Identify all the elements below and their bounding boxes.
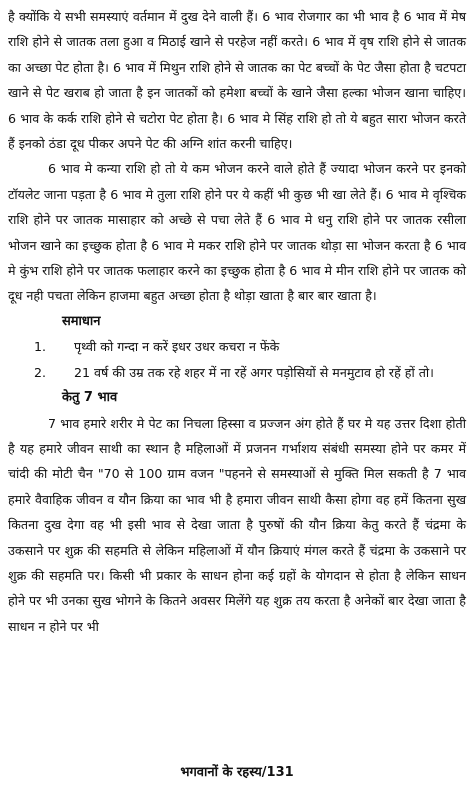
paragraph-3: 7 भाव हमारे शरीर मे पेट का निचला हिस्सा व प्रज्जन अंग होते हैं घर मे यह उत्तर दिशा होती है यह हमारे जीवन साथी का स्थान है महिलाओं में प्रजनन गर्भाशय संबंधी समस्या होने पर कमर में चांदी की मोटी चैन "70 से 100 ग्राम वजन "पहनने से समस्याओं से मुक्ति मिल सकती है 7 भाव हमारे वैवाहिक जीवन व यौन क्रिया का भाव भी है हमारा जीवन साथी कैसा होगा वह हमें कितना सुख कितना दुख देगा वह भी इसी भाव से देखा जाता है पुरुषों की यौन क्रिया केतु करते हैं चंद्रमा के उकसाने पर शुक्र की सहमति से लेकिन महिलाओं में यौन क्रियाएं मंगल करते हैं चंद्रमा के उकसाने पर शुक्र की सहमति पर। किसी भी प्रकार के साधन होना कई ग्रहों के योगदान से होता है लेकिन साधन होने पर भी उनका सुख भोगने के कितने अवसर मिलेंगे यह शुक्र तय करता है अनेकों बार देखा जाता है साधन न होने पर भी xyxy=(8,415,466,634)
paragraph-1: है क्योंकि ये सभी समस्याएं वर्तमान में दुख देने वाली हैं। 6 भाव रोजगार का भी भाव है 6 भाव में मेष राशि होने से जातक तला हुआ व मिठाई खाने से परहेज नहीं करते। 6 भाव में वृष राशि होने से जातक का अच्छा पेट होता है। 6 भाव में मिथुन राशि होने से जातक का पेट बच्चों के पेट जैसा होता है चटपटा खाने से पेट खराब हो जाता है इन जातकों को हमेशा बच्चों के खाने जैसा हल्का भोजन खाना चाहिए। 6 भाव के कर्क राशि होने से चटोरा पेट होता है। 6 भाव मे सिंह राशि हो तो ये बहुत सारा भोजन करते हैं इनको ठंडा दूध पीकर अपने पेट की अग्नि शांत करनी चाहिए। xyxy=(8,9,466,152)
list-item xyxy=(8,360,466,385)
heading-samadhan: समाधान xyxy=(62,313,101,329)
list-text: पृथ्वी को गन्दा न करें इधर उधर कचरा न फेंके xyxy=(74,339,280,355)
paragraph-2: 6 भाव मे कन्या राशि हो तो ये कम भोजन करने वाले होते हैं ज्यादा भोजन करने पर इनको टॉयलेट जाना पड़ता है 6 भाव मे तुला राशि होने पर ये कहीं भी कुछ भी खा लेते हैं। 6 भाव मे वृश्चिक राशि होने पर जातक मासाहार को अच्छे से पचा लेते हैं 6 भाव मे धनु राशि होने पर जातक रसीला भोजन खाने का इच्छुक होता है 6 भाव मे मकर राशि होने पर जातक थोड़ा सा भोजन करता है 6 भाव मे कुंभ राशि होने पर जातक फलाहार करने का इच्छुक होता है 6 भाव मे मीन राशि होने पर जातक को दूध नही पचता लेकिन हाजमा बहुत अच्छा होता है थोड़ा खाता है बार बार खाता है। xyxy=(8,161,466,304)
page-footer: भगवानों के रहस्य/131 xyxy=(180,765,294,780)
list-item xyxy=(8,334,466,359)
list-text: 21 वर्ष की उम्र तक रहे शहर में ना रहें अगर पड़ोसियों से मनमुटाव हो रहें हों तो। xyxy=(74,364,434,380)
list-number: 2. xyxy=(34,364,47,380)
heading-ketu: केतु 7 भाव xyxy=(62,390,118,406)
list-number: 1. xyxy=(34,339,47,355)
page-body xyxy=(8,4,466,749)
